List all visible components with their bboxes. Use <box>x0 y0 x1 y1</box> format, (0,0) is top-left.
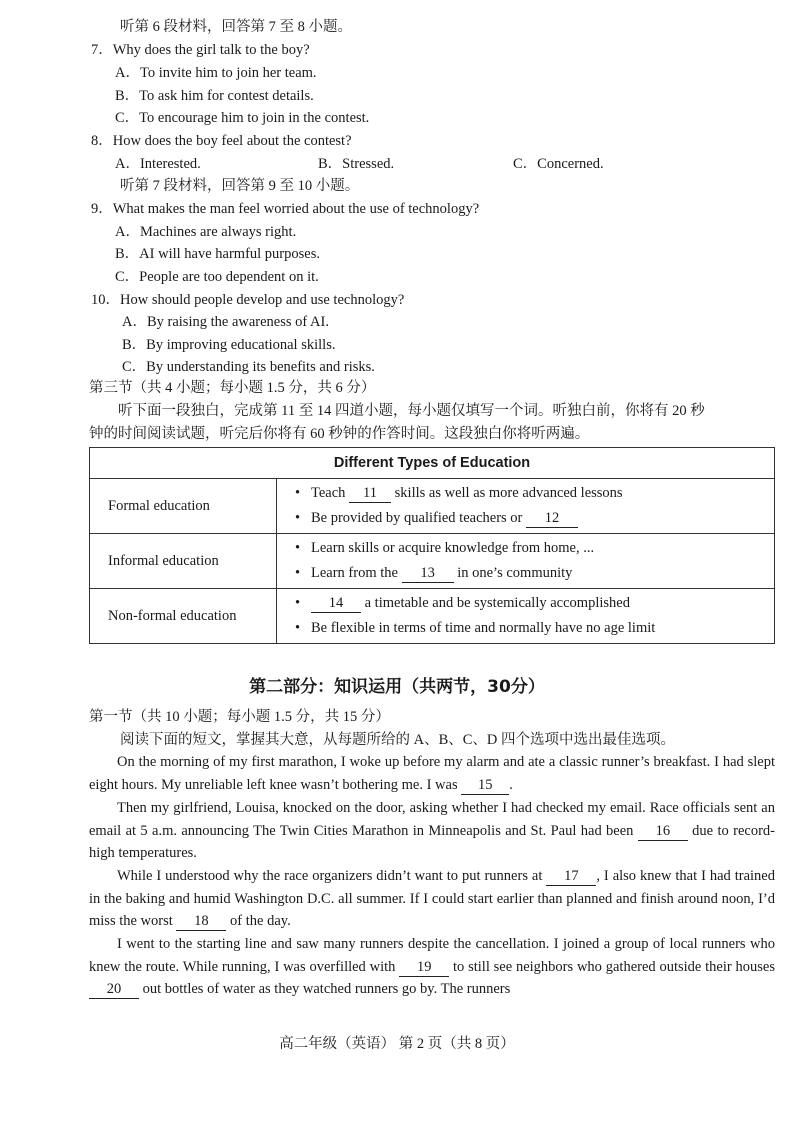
cloze-blank-18[interactable]: 18 <box>176 913 226 931</box>
bullet: • <box>295 540 301 556</box>
part7-intro: 听第 7 段材料，回答第 9 至 10 小题。 <box>120 178 360 194</box>
section3-instruction-line1: 听下面一段独白，完成第 11 至 14 四道小题，每小题仅填写一个词。听独白前，你将有 20 秒 <box>118 403 705 419</box>
bullet: • <box>295 620 301 636</box>
answer-blank-11[interactable]: 11 <box>349 485 391 503</box>
answer-blank-14[interactable]: 14 <box>311 595 361 613</box>
q8-stem: 8．How does the boy feel about the contest? <box>91 133 352 149</box>
q7-option-a[interactable]: A．To invite him to join her team. <box>115 65 317 81</box>
q10-option-c[interactable]: C．By understanding its benefits and risks. <box>122 359 375 375</box>
bullet: • <box>295 485 301 501</box>
part6-intro: 听第 6 段材料，回答第 7 至 8 小题。 <box>120 19 352 35</box>
bullet: • <box>295 510 301 526</box>
education-types-table <box>89 447 775 644</box>
passage-paragraph-3: While I understood why the race organizers didn’t want to put runners at 17 , I also knew that I had trained in the baking and humid Washington D.C. all summer. If I could start earlier than planned and finish around noon, I’d miss the worst 18 of the day. <box>89 868 775 930</box>
q10-stem: 10．How should people develop and use technology? <box>91 292 405 308</box>
section3-heading: 第三节（共 4 小题；每小题 1.5 分，共 6 分） <box>89 380 376 396</box>
row-details: • Teach 11 skills as well as more advanced lessons • Be provided by qualified teachers or 12 <box>277 479 775 534</box>
row-details: • 14 a timetable and be systemically accomplished • Be flexible in terms of time and normally have no age limit <box>277 589 775 644</box>
row-category: Non-formal education <box>90 589 277 644</box>
q9-option-c[interactable]: C．People are too dependent on it. <box>115 269 319 285</box>
q9-stem: 9．What makes the man feel worried about the use of technology? <box>91 201 480 217</box>
row-category: Formal education <box>90 479 277 534</box>
bullet: • <box>295 595 301 611</box>
table-row-formal <box>90 479 775 534</box>
passage-paragraph-2: Then my girlfriend, Louisa, knocked on the door, asking whether I had checked my email. Race officials sent an email at 5 a.m. announcing The Twin Cities Marathon in Minneapolis and St. Paul had been 16 due to record-high temperatures. <box>89 800 775 862</box>
cloze-blank-17[interactable]: 17 <box>546 868 596 886</box>
answer-blank-13[interactable]: 13 <box>402 565 454 583</box>
row-category: Informal education <box>90 534 277 589</box>
answer-blank-12[interactable]: 12 <box>526 510 578 528</box>
q8-option-a[interactable]: A．Interested. <box>115 156 201 172</box>
cloze-blank-19[interactable]: 19 <box>399 959 449 977</box>
cloze-blank-15[interactable]: 15 <box>461 777 509 795</box>
part2-title: 第二部分：知识运用（共两节，30分） <box>249 677 545 697</box>
q7-option-c[interactable]: C．To encourage him to join in the contest. <box>115 110 370 126</box>
q10-option-b[interactable]: B．By improving educational skills. <box>122 337 336 353</box>
q8-option-c[interactable]: C．Concerned. <box>513 156 604 172</box>
cloze-blank-16[interactable]: 16 <box>638 823 688 841</box>
q10-option-a[interactable]: A．By raising the awareness of AI. <box>122 314 329 330</box>
table-row-informal <box>90 534 775 589</box>
cloze-blank-20[interactable]: 20 <box>89 981 139 999</box>
q9-option-b[interactable]: B．AI will have harmful purposes. <box>115 246 320 262</box>
bullet: • <box>295 565 301 581</box>
table-row-non-formal <box>90 589 775 644</box>
q8-option-b[interactable]: B．Stressed. <box>318 156 395 172</box>
row-details: • Learn skills or acquire knowledge from home, ... • Learn from the 13 in one’s community <box>277 534 775 589</box>
page-footer: 高二年级（英语） 第 2 页（共 8 页） <box>279 1036 515 1052</box>
q7-stem: 7．Why does the girl talk to the boy? <box>91 42 310 58</box>
table-title: Different Types of Education <box>90 448 775 479</box>
q7-option-b[interactable]: B．To ask him for contest details. <box>115 88 314 104</box>
section3-instruction-line2: 钟的时间阅读试题，听完后你将有 60 秒钟的作答时间。这段独白你将听两遍。 <box>89 426 590 442</box>
passage-paragraph-4: I went to the starting line and saw many runners despite the cancellation. I joined a group of local runners who knew the route. While running, I was overfilled with 19 to still see neighbors who gathered outside their houses 20 out bottles of water as they watched runners go by. The runners <box>89 936 775 998</box>
part2-section1-heading: 第一节（共 10 小题；每小题 1.5 分，共 15 分） <box>89 709 390 725</box>
q9-option-a[interactable]: A．Machines are always right. <box>115 224 297 240</box>
part2-instruction: 阅读下面的短文，掌握其大意，从每题所给的 A、B、C、D 四个选项中选出最佳选项。 <box>120 732 676 748</box>
passage-paragraph-1: On the morning of my first marathon, I woke up before my alarm and ate a classic runner’s breakfast. I had slept eight hours. My unreliable left knee wasn’t bothering me. I was 15 . <box>89 754 775 793</box>
